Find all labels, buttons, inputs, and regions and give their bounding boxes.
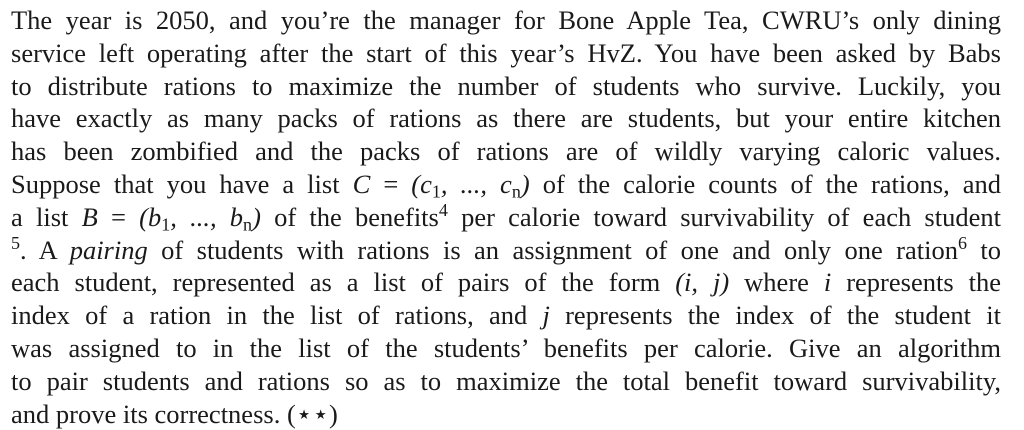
text-line-benefit-list	[11, 201, 1001, 234]
math-subscript: n	[243, 214, 253, 235]
text-line: to distribute rations to maximize the number of students who survive. Luckily, you	[11, 70, 1001, 101]
text-run: represents the	[831, 267, 1001, 298]
math-subscript: 1	[431, 181, 441, 202]
text-run: of students with rations is an assignment of one and only one ration	[147, 234, 958, 265]
footnote-marker[interactable]: 6	[957, 232, 967, 253]
math-subscript: 1	[161, 214, 171, 235]
text-run: each student, represented as a list of pairs of the form	[11, 267, 676, 298]
text-run: of the benefits	[260, 201, 439, 232]
math-equals: =	[97, 201, 140, 232]
footnote-marker[interactable]: 4	[438, 199, 448, 220]
text-run: index of a ration in the list of rations, and	[11, 300, 543, 331]
text-line: to pair students and rations so as to maximize the total benefit toward survivability,	[11, 365, 1001, 396]
text-line: have exactly as many packs of rations as there are students, but your entire kitchen	[11, 103, 1001, 134]
math-B: B	[81, 201, 98, 232]
math-b-list	[139, 201, 261, 235]
math-c-list	[411, 168, 530, 202]
text-run: per calorie toward survivability of each student	[447, 201, 1001, 232]
text-line-pair-form	[11, 266, 1001, 299]
math-j: j	[542, 300, 550, 331]
text-line-index	[11, 299, 1001, 332]
text-line: service left operating after the start of this year’s HvZ. You have been asked by Babs	[11, 37, 1001, 68]
math-subscript: n	[511, 181, 521, 202]
text-line-calorie-list	[11, 168, 1001, 201]
math-equals: =	[370, 168, 412, 199]
math-i: i	[823, 267, 832, 298]
text-run: of the calorie counts of the rations, and	[529, 168, 1002, 199]
problem-text	[11, 4, 1001, 430]
text-line-final	[11, 398, 1001, 430]
footnote-marker[interactable]: 5	[11, 232, 21, 253]
text-run: Suppose that you have a list	[11, 168, 353, 199]
text-run: where	[729, 267, 824, 298]
text-run: to	[966, 234, 1001, 265]
text-run: and prove its correctness.	[11, 398, 287, 429]
difficulty-stars: (⋆⋆)	[286, 398, 338, 429]
math-paren: )	[252, 201, 261, 232]
text-run: represents the index of the student it	[549, 300, 1001, 331]
math-ellipsis: , ..., c	[440, 168, 512, 199]
text-run: . A	[20, 234, 70, 265]
math-paren: (b	[139, 201, 162, 232]
text-line-pairing	[11, 234, 1001, 267]
term-pairing: pairing	[69, 234, 148, 265]
text-run: a list	[11, 201, 82, 232]
math-C: C	[352, 168, 371, 199]
math-pair: (i, j)	[675, 267, 730, 298]
text-line: The year is 2050, and you’re the manager for Bone Apple Tea, CWRU’s only dining	[11, 5, 1001, 35]
text-line: was assigned to in the list of the students’ benefits per calorie. Give an algorithm	[11, 332, 1001, 363]
math-paren: )	[520, 168, 530, 199]
math-ellipsis: , ..., b	[170, 201, 244, 232]
text-line: has been zombified and the packs of rations are of wildly varying caloric values.	[11, 136, 1001, 167]
math-paren: (c	[411, 168, 432, 199]
